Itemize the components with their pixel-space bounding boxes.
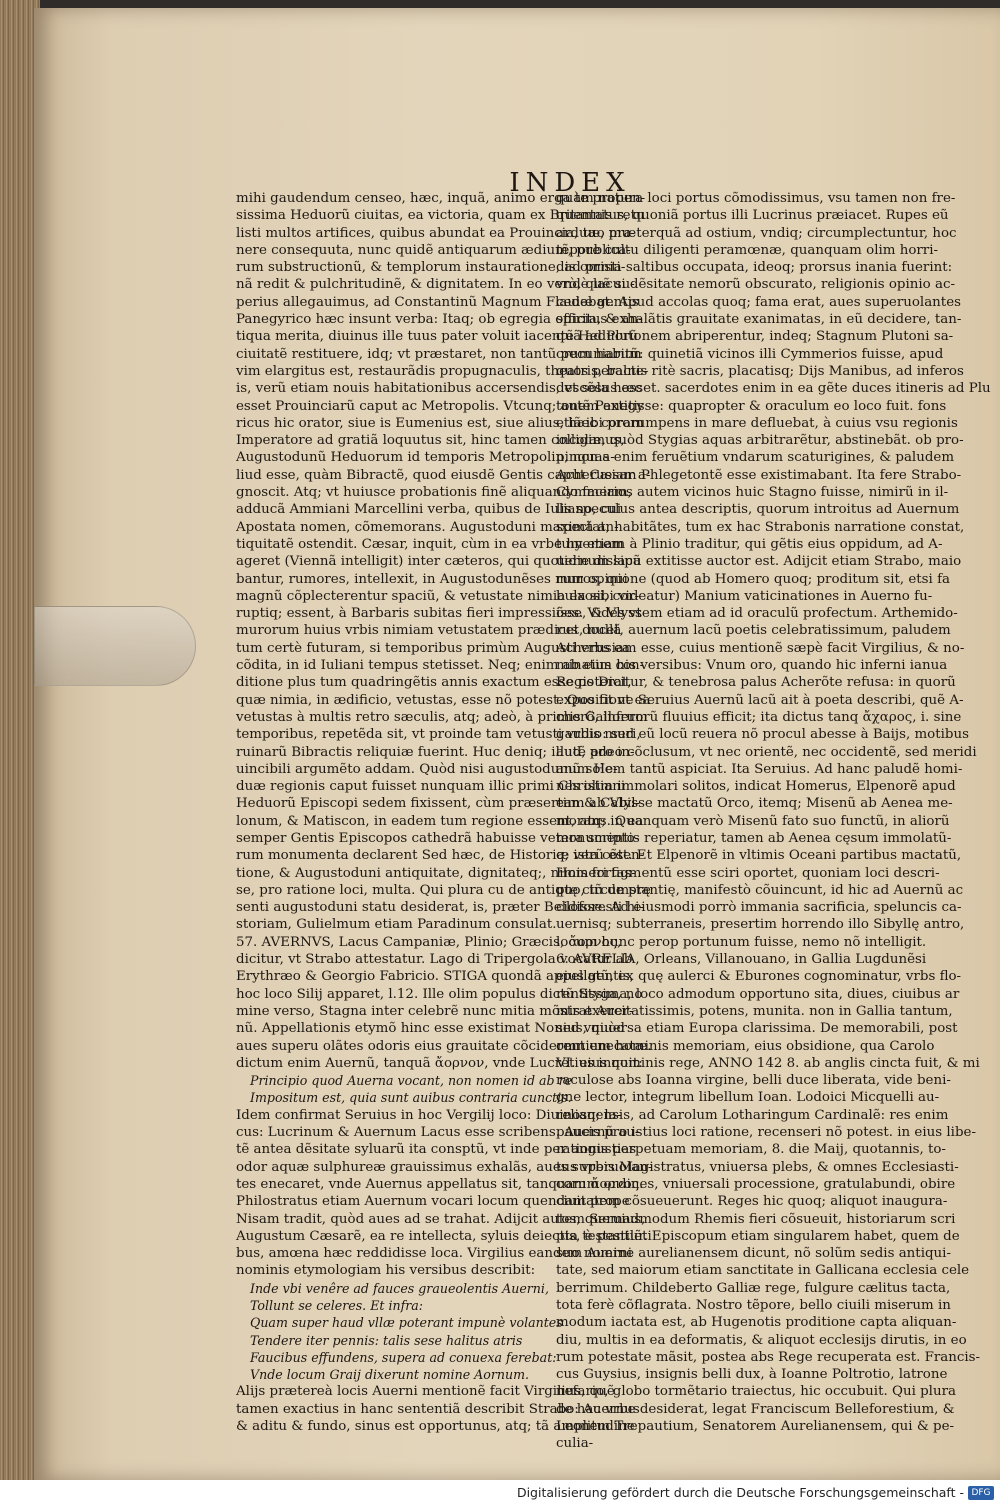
- text-line: nere consequuta, nunc quidẽ antiquarum ædium, publica-: [236, 242, 631, 258]
- text-line: ruptiq; essent, à Barbaris subitas fieri impressiões. Vides vt: [236, 606, 642, 622]
- text-line: tione, & Augustoduni antiquitate, dignitateq;, nimis fortas-: [236, 865, 636, 881]
- text-line: cus: Lucrinum & Auernum Lacus esse scribens. Auernũ au-: [236, 1125, 640, 1141]
- left-column-quote-virgil: [236, 1280, 563, 1384]
- text-line: quos peractis ritè sacris, placatisq; Dijs Manibus, ad inferos: [556, 363, 964, 379]
- footer-bar: [0, 1480, 1000, 1507]
- text-line: Alijs prætereà locis Auerni mentionẽ facit Virgilius, quẽ: [236, 1384, 615, 1400]
- text-line: q; verũ est. Et Elpenorẽ in vltimis Oceani partibus mactatũ,: [556, 848, 962, 864]
- text-line: tẽ antea dẽsitate syluarũ ita consptũ, vt inde per angustias: [236, 1142, 637, 1158]
- text-line: quæ nimia, in ædificio, vetustas, esse nõ potest. Quo fit vt ea: [236, 692, 651, 708]
- text-line: autẽ adeo cõclusum, vt nec orientẽ, nec occidentẽ, sed meridi: [556, 744, 977, 760]
- left-column-text: [236, 190, 652, 1072]
- text-line: gnoscit. Atq; vt huiusce probationis finẽ aliquando faciam,: [236, 485, 632, 501]
- text-line: modum iactata est, ab Hugenotis proditione capta aliquan-: [556, 1315, 957, 1331]
- text-line: Tollunt se celeres. Et infra:: [250, 1298, 424, 1313]
- text-line: rus docet, auernum lacũ poetis celebratissimum, paludem: [556, 623, 951, 639]
- left-column-text-3: [236, 1383, 640, 1435]
- text-line: mihi gaudendum censeo, hæc, inquã, animo erga te propen-: [236, 191, 646, 206]
- text-line: tus vrbis Magistratus, vniuersa plebs, & omnes Ecclesiasti-: [556, 1159, 959, 1175]
- text-line: monumentis reperiatur, tamen ab Aenea cęsum immolatũ-: [556, 830, 952, 846]
- text-line: sed vniuersa etiam Europa clarissima. De memorabili, post: [556, 1021, 958, 1037]
- text-line: quentatus, quoniã portus illi Lucrinus præiacet. Rupes eũ: [556, 208, 949, 224]
- text-line: vndè lacui dẽsitate nemorũ obscurato, religionis opinio ac-: [556, 277, 955, 293]
- text-line: VI. eius nominis rege, ANNO 142 8. ab anglis cincta fuit, & mi: [556, 1055, 980, 1071]
- text-line: nũ. Appellationis etymõ hinc esse existimat Nonius, quòd: [236, 1021, 625, 1037]
- text-line: relianensis, ad Carolum Lotharingum Cardinalẽ: res enim: [556, 1107, 949, 1123]
- text-line: vim elargitus est, restaurãdis propugnaculis, theatris, balne-: [236, 363, 649, 379]
- text-line: anũ solem tantũ aspiciat. Ita Seruius. Ad hanc paludẽ homi-: [556, 761, 963, 777]
- text-line: dis omnia saltibus occupata, ideoq; prorsus inania fuerint:: [556, 260, 953, 276]
- text-line: omnium hominis memoriam, eius obsidione, qua Carolo: [556, 1038, 935, 1054]
- text-line: sissima Heduorũ ciuitas, ea victoria, quam ex Britannis retu: [236, 208, 645, 224]
- text-line: culia-: [556, 1436, 594, 1452]
- text-line: gne lector, integrum libellum Ioan. Lodoici Micquelli au-: [556, 1090, 940, 1106]
- text-line: se, pro ratione loci, multa. Qui plura cu de antiquo, tũ de prę: [236, 882, 651, 898]
- text-line: Philostratus etiam Auernum vocari locum quendam prope: [236, 1194, 630, 1210]
- plastic-page-clip: [34, 606, 196, 686]
- text-line: gaudio: sed eũ locũ reuera nõ procul abesse à Baijs, motibus: [556, 727, 969, 743]
- left-column: [236, 190, 653, 1435]
- text-line: incolæ, quòd Stygias aquas arbitrarẽtur, abstinebãt. ob pro-: [556, 433, 964, 449]
- text-line: tiqua merita, diuinus ille tuus pater voluit iacentẽ Heduorũ: [236, 329, 638, 345]
- right-column-text: [556, 190, 991, 1453]
- text-line: Principio quod Auerna vocant, non nomen id ab re: [250, 1073, 573, 1089]
- text-line: ageret (Viennã intelligit) inter cæteros, qui quotidie dissipa: [236, 554, 641, 570]
- left-column-quote-lucretius: [236, 1072, 573, 1107]
- text-line: mine verso, Stagna inter celebrẽ nunc mitia mõstrat Auer-: [236, 1003, 634, 1019]
- text-line: is, verũ etiam nouis habitationibus accersendis, vt sola hæc: [236, 381, 642, 397]
- text-line: dictum enim Auernũ, tanquã ἄορνον, vnde Lucretius inquit:: [236, 1055, 643, 1071]
- text-line: Imperatore ad gratiã loquutus sit, hinc tamen colligimus,: [236, 433, 625, 449]
- text-line: Nisam tradit, quòd aues ad se trahat. Adijcit autem Seruius,: [236, 1211, 646, 1227]
- text-line: lis speculus antea descriptis, quorum introitus ad Auernum: [556, 502, 960, 518]
- text-line: de hac vrbe desiderat, legat Franciscum Belleforestium, &: [556, 1401, 955, 1417]
- text-line: ditione plus tum quadringẽtis annis exactum esse poterat,: [236, 675, 632, 691]
- text-line: cõdita, in id Iuliani tempus stetisset. Neq; enim ab eius con-: [236, 658, 645, 674]
- text-line: Leonem Trepautium, Senatorem Aurelianensem, qui & pe-: [556, 1419, 955, 1435]
- text-line: cus Guysius, insignis belli dux, à Ioanne Poltrotio, latrone: [556, 1367, 948, 1383]
- text-line: tate, sed maiorum etiam sanctitate in Gallicana ecclesia cele: [556, 1263, 970, 1279]
- text-line: corum ordines, vniuersali processione, gratulabundi, obire: [556, 1176, 956, 1192]
- text-line: expositione Seruius Auernũ lacũ ait à poeta describi, quẽ A-: [556, 692, 964, 708]
- text-line: tiquitatẽ ostendit. Cæsar, inquit, cùm in ea vrbe hyemem: [236, 536, 624, 552]
- digitization-credit: Digitalisierung gefördert durch die Deutsche Forschungsgemeinschaft -: [516, 1485, 964, 1500]
- text-line: etiã ibi prorumpens in mare defluebat, à cuius vsu regionis: [556, 415, 958, 431]
- text-line: locum hunc perop portunum fuisse, nemo nõ intelligit.: [556, 934, 927, 950]
- text-line: murorum huius vrbis nimiam vetustatem prædicet, nullã: [236, 623, 622, 639]
- text-line: senti augustoduni statu desiderat, is, præter Belloforesti hi-: [236, 900, 644, 916]
- text-line: Erythræo & Georgio Fabricio. STIGA quondã appellatũ, ex: [236, 969, 634, 985]
- text-line: Homeri figmentũ esse sciri oportet, quoniam loci descri-: [556, 865, 940, 881]
- text-line: Vnde locum Graij dixerunt nomine Aornum.: [250, 1367, 530, 1383]
- text-line: storiam, Gulielmum etiam Paradinum consulat.: [236, 917, 557, 933]
- text-line: esset Prouinciarũ caput ac Metropolis. Vtcunq; autẽ Panegy: [236, 398, 644, 414]
- text-line: uernisq; subterraneis, presertim horrendo illo Sibyllę antro,: [556, 917, 965, 933]
- left-column-text-2: [236, 1107, 653, 1280]
- text-line: Panegyrico hæc insunt verba: Itaq; ob egregia officia, & an-: [236, 312, 643, 328]
- text-line: minatim his versibus: Vnum oro, quando hic inferni ianua: [556, 658, 948, 674]
- text-line: odor aquæ sulphureæ grauissimus exhalãs, aues superuolan-: [236, 1159, 653, 1175]
- text-line: rationis perpetuam memoriam, 8. die Maij, quotannis, to-: [556, 1142, 946, 1158]
- text-line: Augustodunũ Heduorum id temporis Metropolin, non a-: [236, 450, 615, 466]
- text-line: rum monumenta declarent Sed hæc, de Historiæ ista cõten-: [236, 848, 645, 864]
- text-line: temporibus, repetẽda sit, vt proinde tam vetusti vrbis muri,: [236, 727, 641, 743]
- text-line: rentissima, loco admodum opportuno sita, diues, ciuibus ar: [556, 986, 960, 1002]
- text-line: Inde vbi venêre ad fauces graueolentis Auerni,: [250, 1280, 549, 1296]
- text-line: quàm natura loci portus cõmodissimus, vsu tamen non fre-: [556, 191, 956, 206]
- text-line: ricus hic orator, siue is Eumenius est, siue alius, hæc coram: [236, 415, 644, 431]
- text-line: Acherusiam Phlegetontẽ esse existimabant. Ita fere Strabo-: [556, 467, 962, 483]
- text-line: rum substructionũ, & templorum instauratione, ad pristi-: [236, 260, 626, 276]
- text-line: raculose abs Ioanna virgine, belli duce liberata, vide beni-: [556, 1073, 951, 1089]
- text-line: eam ab Vlysse mactatũ Orco, itemq; Misenũ ab Aenea me-: [556, 796, 953, 812]
- text-line: tum certè futuram, si temporibus primùm Augusti vrbs ea: [236, 640, 630, 656]
- text-line: ciuitatem cõsueuerunt. Reges hic quoq; aliquot inaugura-: [556, 1194, 948, 1210]
- text-line: cherõ, inferorũ fluuius efficit; ita dictus tanq ἄχαρος, i. sine: [556, 709, 962, 725]
- text-line: Augustum Cæsarẽ, ea re intellecta, syluis deiectis, è pestilẽti: [236, 1228, 652, 1244]
- text-line: rum opinione (quod ab Homero quoq; proditum sit, etsi fa: [556, 571, 951, 587]
- text-line: adducã Ammiani Marcellini verba, quibus de Iuliano, cui: [236, 502, 622, 518]
- text-line: arduæ, præterquã ad ostium, vndiq; circumplectuntur, hoc: [556, 225, 957, 241]
- text-line: Cymmerios autem vicinos huic Stagno fuisse, nimirũ in il-: [556, 485, 949, 501]
- text-line: Tendere iter pennis: talis sese halitus atris: [250, 1332, 523, 1348]
- dfg-logo: DFG: [968, 1486, 994, 1500]
- text-line: tamen exactius in hanc sententiã describit Strabo: Auernus: [236, 1401, 640, 1417]
- text-line: magnũ cõplecterentur spaciũ, & vetustate nimia exosi, cor-: [236, 588, 640, 604]
- text-line: quã ad Plutonem abriperentur, indeq; Stagnum Plutoni sa-: [556, 329, 954, 345]
- text-line: Impositum est, quia sunt auibus contraria cunctis.: [250, 1090, 572, 1106]
- text-line: 6. AVRELIA, Orleans, Villanouano, in Gallia Lugdunẽsi: [556, 952, 927, 968]
- text-line: liud esse, quàm Bibractẽ, quod eiusdẽ Gentis caput Cæsar a-: [236, 467, 651, 483]
- text-line: suo nomine aurelianensem dicunt, nõ solũm sedis antiqui-: [556, 1246, 951, 1262]
- text-line: bula sibi videatur) Manium vaticinationes in Auerno fu-: [556, 588, 933, 604]
- text-line: nominis etymologiam his versibus describit:: [236, 1263, 536, 1279]
- text-line: 57. AVERNVS, Lacus Campaniæ, Plinio; Græcis, ἄορνος,: [236, 934, 622, 950]
- text-line: bantur, rumores, intellexit, in Augustodunẽses muros, qui: [236, 571, 628, 587]
- text-line: rum potestate mãsit, postea abs Rege recuperata est. Francis-: [556, 1349, 981, 1365]
- text-line: duæ regionis caput fuisset nunquam illic primi Christiani: [236, 779, 626, 795]
- text-line: morans. Quanquam verò Misenũ fato suo functũ, in aliorũ: [556, 813, 950, 829]
- text-line: descẽsus esset. sacerdotes enim in ea gẽte duces itineris ad Plu: [556, 381, 991, 397]
- text-line: cedebat. Apud accolas quoq; fama erat, aues superuolantes: [556, 294, 961, 310]
- text-line: tum etiam à Plinio traditur, qui gẽtis eius oppidum, ad A-: [556, 536, 943, 552]
- text-line: berrimum. Childeberto Galliæ rege, fulgure cælitus tacta,: [556, 1280, 951, 1296]
- text-line: semper Gentis Episcopos cathedrã habuisse vetera scripto-: [236, 830, 640, 846]
- text-line: hoc loco Silij apparet, l.12. Ille olim populus dictũ Styga, no: [236, 986, 643, 1002]
- running-head: INDEX: [509, 168, 631, 198]
- text-line: uernum lacũ extitisse auctor est. Adijcit etiam Strabo, maio: [556, 554, 962, 570]
- text-line: Apostata nomen, cõmemorans. Augustoduni maximã an-: [236, 519, 619, 535]
- text-line: isse, & Vlyssem etiam ad id oraculũ profectum. Arthemido-: [556, 606, 958, 622]
- text-line: uincibili argumẽto addam. Quòd nisi augustodunum He-: [236, 761, 618, 777]
- text-line: spectat, habitãtes, tum ex hac Strabonis narratione constat,: [556, 519, 965, 535]
- text-line: paucis pro istius loci ratione, recenseri nõ potest. in eius libe-: [556, 1125, 976, 1141]
- text-line: pta testantur. Episcopum etiam singularem habet, quem de: [556, 1228, 960, 1244]
- text-line: Faucibus effundens, supera ad conuexa ferebat:: [250, 1349, 557, 1365]
- text-line: Heduorũ Episcopi sedem fixissent, cùm præsertim & Cabil-: [236, 796, 641, 812]
- text-line: nes olim immolari solitos, indicat Homerus, Elpenorẽ apud: [556, 779, 956, 795]
- text-line: lonum, & Matiscon, in eadem tum regione essent, atq; in ea: [236, 813, 644, 829]
- right-column: [556, 190, 991, 1453]
- text-line: nefario, globo tormẽtario traiectus, hic occubuit. Qui plura: [556, 1384, 956, 1400]
- text-line: ruinarũ Bibractis reliquiæ fuerint. Huc deniq; illud, pro in-: [236, 744, 635, 760]
- text-line: Acherusiam esse, cuius mentionẽ sæpè facit Virgilius, & no-: [556, 640, 965, 656]
- text-line: perius allegauimus, ad Constantinũ Magnum Flauiæ gentis: [236, 294, 639, 310]
- text-line: eius gentis, quę aulerci & Eburones cognominatur, vrbs flo-: [556, 969, 962, 985]
- text-line: tonem extitisse: quapropter & oraculum eo loco fuit. fons: [556, 398, 947, 414]
- text-line: listi multos artifices, quibus abundat ea Prouincia, tuo mu-: [236, 225, 635, 241]
- text-line: Idem confirmat Seruius in hoc Vergilij loco: Diuinosq; la-: [236, 1107, 622, 1123]
- text-line: ptę circumstantię, manifestò cõuincunt, id hic ad Auernũ ac: [556, 882, 964, 898]
- text-line: Regis Dicitur, & tenebrosa palus Acherõte refusa: in quorũ: [556, 675, 956, 691]
- text-line: diu, multis in ea deformatis, & aliquot ecclesijs dirutis, in eo: [556, 1332, 967, 1348]
- text-line: cidisse. Ad eiusmodi porrò immania sacrificia, speluncis ca-: [556, 900, 962, 916]
- text-line: crum habitũ: quinetiã vicinos illi Cymmerios fuisse, apud: [556, 346, 944, 362]
- text-line: aues superu olãtes odoris eius grauitate cõciderent enecatæ.: [236, 1038, 652, 1054]
- text-line: tẽpore cultu diligenti peramœnæ, quanquam olim horri-: [556, 242, 939, 258]
- text-line: tos, quemadmodum Rhemis fieri cõsueuit, historiarum scri: [556, 1211, 956, 1227]
- text-line: nã redit & pulchritudinẽ, & dignitatem. In eo verò, quẽ su-: [236, 277, 635, 293]
- text-line: mis exercitatissimis, potens, munita. non in Gallia tantum,: [556, 1003, 953, 1019]
- text-line: pinquas enim feruẽtium vndarum scaturigines, & paludem: [556, 450, 955, 466]
- text-line: dicitur, vt Strabo attestatur. Lago di Tripergola vocatur ab: [236, 952, 633, 968]
- text-line: bus, amœna hæc reddidisse loca. Virgilius eandem Auerni: [236, 1246, 633, 1262]
- text-line: tes enecaret, vnde Auernus appellatus sit, tanquam ἄορνος.: [236, 1176, 644, 1192]
- text-line: ciuitatẽ restituere, idq; vt præstaret, non tantũ pecuniarum: [236, 346, 642, 362]
- text-line: spiritus exhalãtis grauitate exanimatas, in eũ decidere, tan-: [556, 312, 962, 328]
- text-line: Quam super haud vllæ poterant impunè volantes: [250, 1315, 563, 1331]
- text-line: vetustas à multis retro sæculis, atq; adeò, à primis Gallorum: [236, 709, 648, 725]
- text-line: tota ferè cõflagrata. Nostro tẽpore, bello ciuili miserum in: [556, 1298, 951, 1313]
- text-line: & aditu & fundo, sinus est opportunus, atq; tã amplitudine: [236, 1419, 635, 1435]
